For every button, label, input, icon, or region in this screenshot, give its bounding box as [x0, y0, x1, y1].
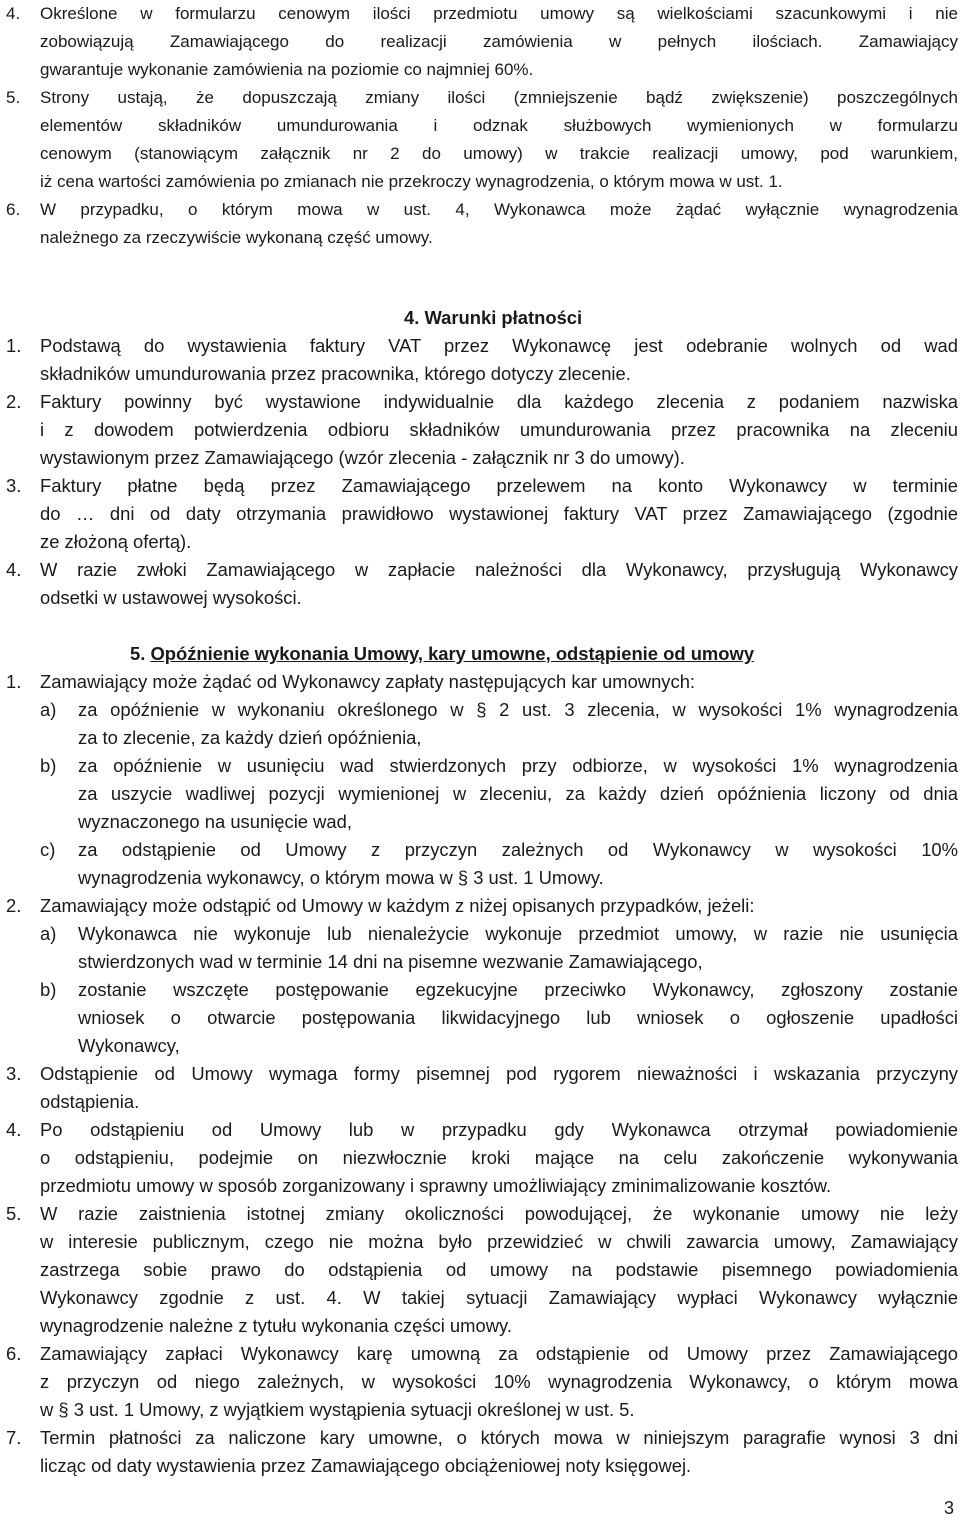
text-line: wynagrodzenia wykonawcy, o którym mowa w § 3 ust. 1 Umowy. — [78, 867, 604, 888]
text-line: o odstąpieniu, podejmie on niezwłocznie kroki mające na celu zakończenie wykonywania — [40, 1147, 958, 1168]
text-line: Odstąpienie od Umowy wymaga formy pisemnej pod rygorem nieważności i wskazania przyczyny — [40, 1063, 958, 1084]
list-item-number: 7. — [6, 1427, 22, 1448]
list-item-number: 3. — [6, 1063, 22, 1084]
text-line: za odstąpienie od Umowy z przyczyn zależnych od Wykonawcy w wysokości 10% — [78, 839, 958, 860]
list-item-number: a) — [40, 699, 57, 720]
section-4-heading — [404, 304, 582, 332]
list-item — [6, 668, 958, 696]
sub-list-item — [6, 696, 958, 752]
text-line: za opóźnienie w usunięciu wad stwierdzonych przy odbiorze, w wysokości 1% wynagrodzenia — [78, 755, 958, 776]
list-item — [6, 1060, 958, 1116]
text-line: Wykonawcy, — [78, 1035, 180, 1056]
text-line: iż cena wartości zamówienia po zmianach nie przekroczy wynagrodzenia, o którym mowa w ust. 1. — [40, 172, 783, 191]
list-item — [6, 1116, 958, 1200]
text-line: Po odstąpieniu od Umowy lub w przypadku gdy Wykonawca otrzymał powiadomienie — [40, 1119, 958, 1140]
section-5-heading-number: 5. — [130, 643, 151, 664]
list-item-number: 4. — [6, 559, 22, 580]
text-line: Wykonawcy zgodnie z ust. 4. W takiej sytuacji Zamawiający wypłaci Wykonawcy wyłącznie — [40, 1287, 958, 1308]
text-line: cenowym (stanowiącym załącznik nr 2 do umowy) w trakcie realizacji umowy, pod warunkiem, — [40, 144, 958, 163]
list-item-number: 5. — [6, 88, 21, 107]
text-line: zastrzega sobie prawo do odstąpienia od umowy na podstawie pisemnego powiadomienia — [40, 1259, 958, 1280]
text-line: należnego za rzeczywiście wykonaną część umowy. — [40, 228, 433, 247]
list-item — [6, 1340, 958, 1424]
text-line: Zamawiający zapłaci Wykonawcy karę umowną za odstąpienie od Umowy przez Zamawiającego — [40, 1343, 958, 1364]
text-line: Podstawą do wystawienia faktury VAT przez Wykonawcę jest odebranie wolnych od wad — [40, 335, 958, 356]
text-line: składników umundurowania przez pracownika, którego dotyczy zlecenie. — [40, 363, 631, 384]
list-item — [6, 388, 958, 472]
list-item-number: 3. — [6, 475, 22, 496]
text-line: zobowiązują Zamawiającego do realizacji zamówienia w pełnych ilościach. Zamawiający — [40, 32, 958, 51]
list-item — [6, 556, 958, 612]
text-line: W razie zaistnienia istotnej zmiany okoliczności powodującej, że wykonanie umowy nie leży — [40, 1203, 958, 1224]
text-line: gwarantuje wykonanie zamówienia na poziomie co najmniej 60%. — [40, 60, 534, 79]
list-item — [6, 892, 958, 920]
text-line: w interesie publicznym, czego nie można było przewidzieć w chwili zawarcia umowy, Zamawiający — [40, 1231, 958, 1252]
text-line: odsetki w ustawowej wysokości. — [40, 587, 302, 608]
list-item — [6, 196, 958, 252]
text-line: za to zlecenie, za każdy dzień opóźnienia, — [78, 727, 422, 748]
text-line: elementów składników umundurowania i odznak służbowych wymienionych w formularzu — [40, 116, 958, 135]
section-5-heading-text: Opóźnienie wykonania Umowy, kary umowne, odstąpienie od umowy — [150, 643, 755, 664]
text-line: Określone w formularzu cenowym ilości przedmiotu umowy są wielkościami szacunkowymi i nie — [40, 4, 958, 23]
list-item — [6, 0, 958, 84]
list-item-number: c) — [40, 839, 56, 860]
list-item-number: 5. — [6, 1203, 22, 1224]
text-line: ze złożoną ofertą). — [40, 531, 192, 552]
text-line: W przypadku, o którym mowa w ust. 4, Wykonawca może żądać wyłącznie wynagrodzenia — [40, 200, 958, 219]
list-item-number: 4. — [6, 4, 21, 23]
list-item — [6, 472, 958, 556]
list-item-number: 2. — [6, 895, 22, 916]
section-5-list — [6, 668, 958, 1480]
list-item-number: b) — [40, 979, 57, 1000]
text-line: przedmiotu umowy w sposób zorganizowany i sprawny umożliwiający zminimalizowanie kosztów. — [40, 1175, 832, 1196]
text-line: wynagrodzenie należne z tytułu wykonania części umowy. — [40, 1315, 512, 1336]
text-line: Strony ustają, że dopuszczają zmiany ilości (zmniejszenie bądź zwiększenie) poszczególnych — [40, 88, 958, 107]
text-line: stwierdzonych wad w terminie 14 dni na pisemne wezwanie Zamawiającego, — [78, 951, 703, 972]
section-4-heading-text: 4. Warunki płatności — [404, 307, 583, 328]
text-line: odstąpienia. — [40, 1091, 140, 1112]
text-line: w § 3 ust. 1 Umowy, z wyjątkiem wystąpienia sytuacji określonej w ust. 5. — [40, 1399, 635, 1420]
sub-list-item — [6, 920, 958, 976]
list-item-number: b) — [40, 755, 57, 776]
list-item — [6, 1200, 958, 1340]
list-item-number: 4. — [6, 1119, 22, 1140]
top-numbered-list — [6, 0, 958, 252]
text-line: Zamawiający może żądać od Wykonawcy zapłaty następujących kar umownych: — [40, 671, 696, 692]
sub-list-item — [6, 976, 958, 1060]
text-line: Wykonawca nie wykonuje lub nienależycie wykonuje przedmiot umowy, w razie nie usunięcia — [78, 923, 958, 944]
text-line: Termin płatności za naliczone kary umowne, o których mowa w niniejszym paragrafie wynosi 3 dni — [40, 1427, 958, 1448]
list-item-number: 6. — [6, 1343, 22, 1364]
text-line: i z dowodem potwierdzenia odbioru składników umundurowania przez pracownika na zleceniu — [40, 419, 958, 440]
list-item-number: 1. — [6, 335, 22, 356]
list-item-number: 6. — [6, 200, 21, 219]
section-4-list — [6, 332, 958, 612]
sub-list-item — [6, 836, 958, 892]
sub-list-item — [6, 752, 958, 836]
list-item-number: 2. — [6, 391, 22, 412]
text-line: wyznaczonego na usunięcie wad, — [78, 811, 352, 832]
text-line: licząc od daty wystawienia przez Zamawiającego obciążeniowej noty księgowej. — [40, 1455, 692, 1476]
list-item — [6, 1424, 958, 1480]
text-line: wystawionym przez Zamawiającego (wzór zlecenia - załącznik nr 3 do umowy). — [40, 447, 685, 468]
text-line: do … dni od daty otrzymania prawidłowo wystawionej faktury VAT przez Zamawiającego (zgodnie — [40, 503, 958, 524]
text-line: Faktury płatne będą przez Zamawiającego przelewem na konto Wykonawcy w terminie — [40, 475, 958, 496]
text-line: za opóźnienie w wykonaniu określonego w § 2 ust. 3 zlecenia, w wysokości 1% wynagrodzenia — [78, 699, 958, 720]
list-item — [6, 332, 958, 388]
list-item-number: 1. — [6, 671, 22, 692]
list-item-number: a) — [40, 923, 57, 944]
page-number: 3 — [943, 1498, 954, 1518]
text-line: Zamawiający może odstąpić od Umowy w każdym z niżej opisanych przypadków, jeżeli: — [40, 895, 755, 916]
text-line: zostanie wszczęte postępowanie egzekucyjne przeciwko Wykonawcy, zgłoszony zostanie — [78, 979, 958, 1000]
text-line: W razie zwłoki Zamawiającego w zapłacie należności dla Wykonawcy, przysługują Wykonawcy — [40, 559, 958, 580]
text-line: z przyczyn od niego zależnych, w wysokości 10% wynagrodzenia Wykonawcy, o którym mowa — [40, 1371, 958, 1392]
section-5-heading — [130, 640, 754, 668]
text-line: wniosek o otwarcie postępowania likwidacyjnego lub wniosek o ogłoszenie upadłości — [78, 1007, 958, 1028]
text-line: za uszycie wadliwej pozycji wymienionej w zleceniu, za każdy dzień opóźnienia liczony od dnia — [78, 783, 958, 804]
text-line: Faktury powinny być wystawione indywidualnie dla każdego zlecenia z podaniem nazwiska — [40, 391, 958, 412]
list-item — [6, 84, 958, 196]
